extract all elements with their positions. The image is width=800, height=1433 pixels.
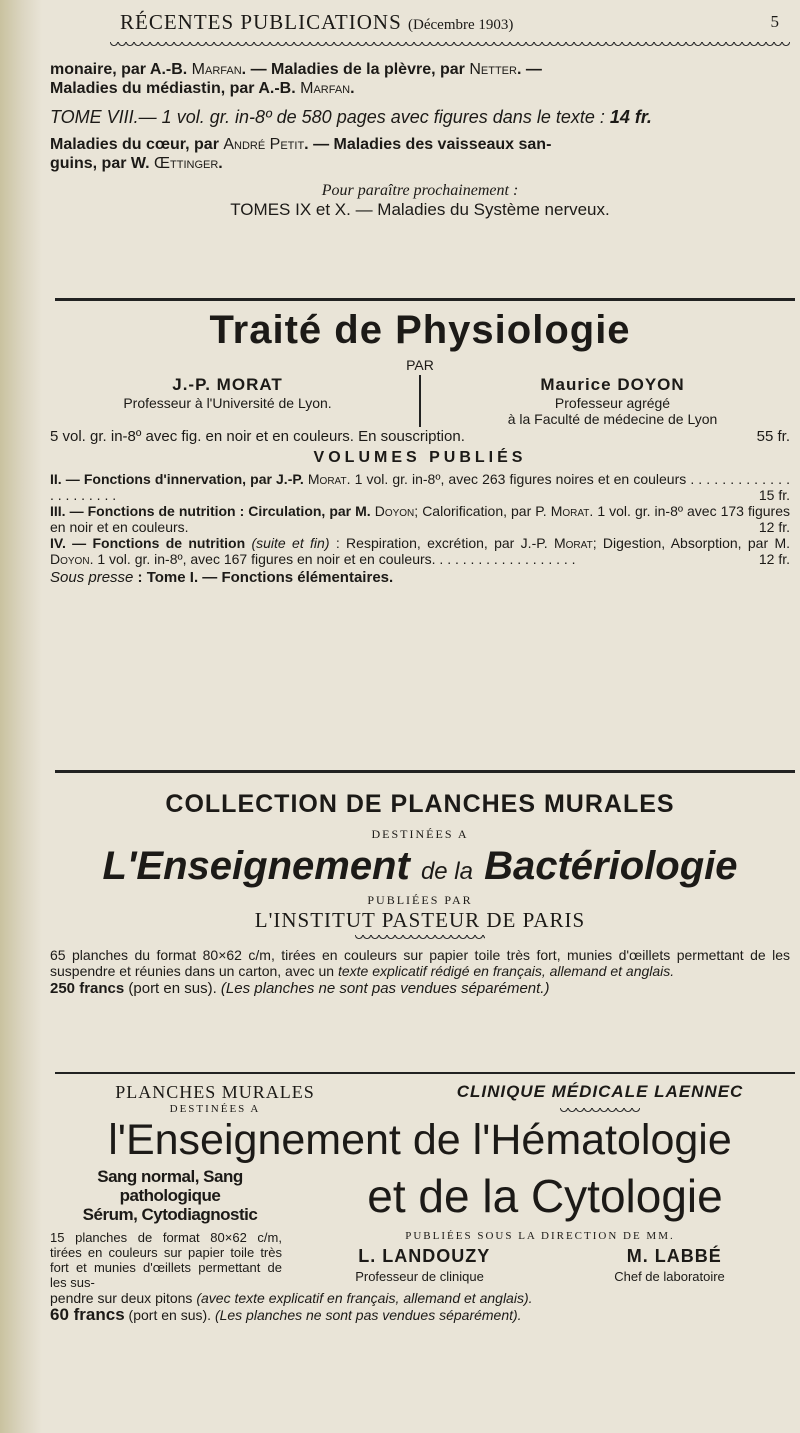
- author-doyon-role-2: à la Faculté de médecine de Lyon: [507, 411, 718, 427]
- hemato-price: 60 francs (port en sus). (Les planches ne sont pas vendues séparément).: [50, 1305, 522, 1324]
- header-date: (Décembre 1903): [408, 17, 514, 33]
- name-landouzy: L. LANDOUZY: [358, 1246, 491, 1266]
- sous-presse: Sous presse : Tome I. — Fonctions élémentaires.: [50, 569, 394, 586]
- role-labbe: Chef de laboratoire: [614, 1269, 725, 1284]
- institut-pasteur: L'INSTITUT PASTEUR DE PARIS: [254, 908, 586, 932]
- bacteriologie-title: L'Enseignement de la Bactériologie: [102, 844, 738, 888]
- sang-line-1: Sang normal, Sang pathologique: [97, 1167, 243, 1205]
- volume-iv: IV. — Fonctions de nutrition (suite et fin) : Respiration, excrétion, par J.-P. Morat; Digestion, Absorption, par M. Doyon. 1 vol. gr. in-8º, avec 167 figures en noir et en couleurs. . . . . . . . . . . . . . . . . . . 12 fr.: [50, 535, 790, 567]
- collection-heading: COLLECTION DE PLANCHES MURALES: [165, 790, 675, 818]
- name-labbe: M. LABBÉ: [626, 1246, 722, 1266]
- traite-title: Traité de Physiologie: [209, 308, 631, 352]
- cytologie-title: et de la Cytologie: [367, 1169, 723, 1222]
- planches-murales: PLANCHES MURALES: [115, 1082, 315, 1102]
- listing-line-3: Maladies du cœur, par André Petit. — Maladies des vaisseaux san-: [50, 136, 552, 153]
- traite-par: PAR: [406, 357, 434, 373]
- listing-line-2: Maladies du médiastin, par A.-B. Marfan.: [50, 80, 355, 97]
- author-doyon: Maurice DOYON: [540, 375, 685, 394]
- volume-ii: II. — Fonctions d'innervation, par J.-P. Morat. 1 vol. gr. in-8º, avec 263 figures noires et en couleurs . . . . . . . . . . . . . . . . . . . . . . 15 fr.: [50, 471, 790, 503]
- running-header: [120, 10, 780, 35]
- destinees-a: DESTINÉES A: [371, 827, 469, 841]
- bacteriologie-section: [50, 790, 790, 997]
- listing-line-4: guins, par W. Œttinger.: [50, 155, 223, 172]
- listing-line-1: monaire, par A.-B. Marfan. — Maladies de la plèvre, par Netter. —: [50, 61, 542, 78]
- hematologie-section: [50, 1082, 790, 1324]
- page-number: 5: [770, 12, 780, 31]
- author-morat: J.-P. MORAT: [172, 375, 283, 394]
- publiees-par: PUBLIÉES PAR: [367, 893, 473, 907]
- clinique-laennec: CLINIQUE MÉDICALE LAENNEC: [456, 1082, 744, 1101]
- top-listing: [50, 60, 790, 219]
- divider-3: [55, 1072, 795, 1074]
- volumes-heading: VOLUMES PUBLIÉS: [313, 449, 527, 466]
- hemato-continuation: pendre sur deux pitons (avec texte explicatif en français, allemand et anglais).: [50, 1290, 533, 1306]
- author-doyon-role-1: Professeur agrégé: [554, 395, 671, 411]
- clinique-wavy-rule: [560, 1108, 640, 1116]
- header-title: RÉCENTES PUBLICATIONS: [120, 10, 402, 34]
- sang-line-2: Sérum, Cytodiagnostic: [82, 1205, 258, 1224]
- volume-iii: III. — Fonctions de nutrition : Circulation, par M. Doyon; Calorification, par P. Morat. 1 vol. gr. in-8º avec 173 figures en noir et en couleurs. 12 fr.: [50, 503, 790, 535]
- authors-separator: [419, 375, 421, 427]
- author-morat-role: Professeur à l'Université de Lyon.: [123, 395, 332, 411]
- tomes-ix-x: TOMES IX et X. — Maladies du Système nerveux.: [230, 200, 610, 219]
- bacteriologie-description: 65 planches du format 80×62 c/m, tirées en couleurs sur papier toile très fort, munies d'œillets permettant de les suspendre et réunies dans un carton, avec un texte explicatif rédigé en français, allemand et anglais.: [50, 947, 790, 979]
- traite-summary: 5 vol. gr. in-8º avec fig. en noir et en couleurs. En souscription. 55 fr.: [50, 428, 790, 445]
- pour-paraitre: Pour paraître prochainement :: [321, 182, 519, 199]
- publiees-direction: PUBLIÉES SOUS LA DIRECTION DE MM.: [405, 1230, 675, 1242]
- divider-1: [55, 298, 795, 301]
- header-wavy-rule: [110, 42, 790, 50]
- hemato-description: 15 planches de format 80×62 c/m, tirées en couleurs sur papier toile très fort et munies d'œillets permettant de les sus-: [50, 1230, 282, 1290]
- divider-2: [55, 770, 795, 773]
- bacteriologie-price: 250 francs (port en sus). (Les planches ne sont pas vendues séparément.): [50, 980, 550, 997]
- page-edge-shadow: [0, 0, 42, 1433]
- traite-section: [50, 308, 790, 586]
- hematologie-title: l'Enseignement de l'Hématologie: [108, 1116, 732, 1164]
- traite-authors: [50, 375, 790, 427]
- role-landouzy: Professeur de clinique: [355, 1269, 484, 1284]
- tome-viii: TOME VIII.— 1 vol. gr. in-8º de 580 pages avec figures dans le texte : 14 fr.: [50, 107, 652, 127]
- institut-wavy-rule: [355, 935, 485, 943]
- hemato-destinees: DESTINÉES A: [169, 1103, 261, 1115]
